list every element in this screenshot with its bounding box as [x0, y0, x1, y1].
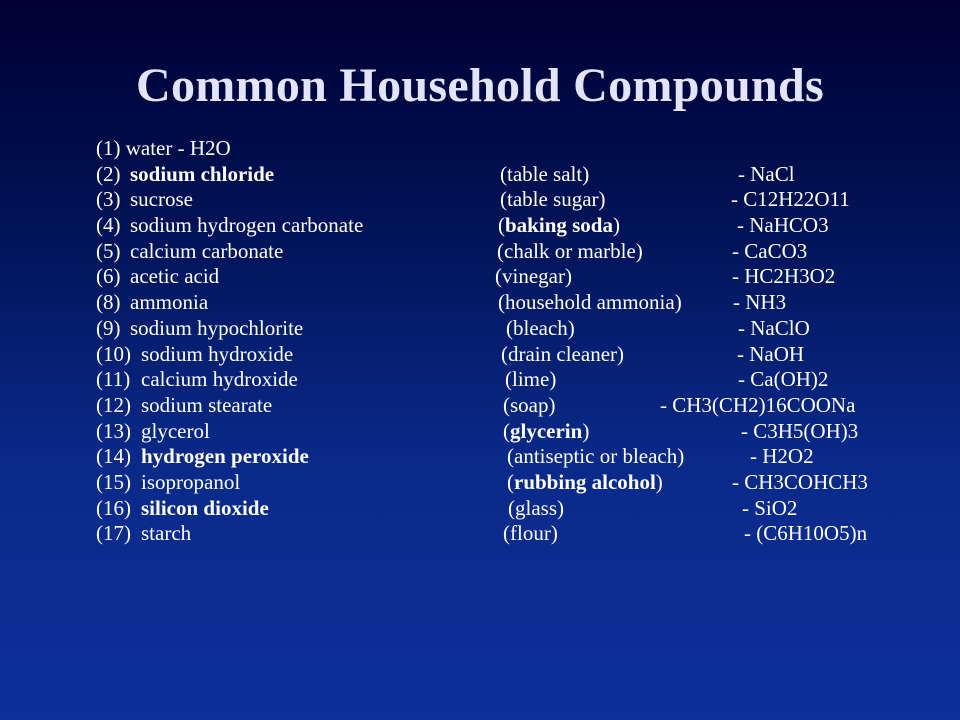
- common-name: (glass): [508, 495, 564, 520]
- formula: - Ca(OH)2: [738, 367, 829, 392]
- common-name-bold: glycerin: [510, 418, 583, 443]
- common-name: (soap): [503, 392, 556, 417]
- compound-name: calcium carbonate: [130, 238, 284, 263]
- paren-close: ): [582, 418, 590, 443]
- row-number: (2): [96, 161, 121, 186]
- row-number: (6): [96, 264, 121, 289]
- formula: - NaOH: [737, 341, 805, 366]
- common-name: (table salt): [500, 161, 590, 186]
- common-name: (bleach): [506, 315, 575, 340]
- row-number: (3): [96, 187, 121, 212]
- compound-row-5: [0, 239, 960, 265]
- formula: - CH3COHCH3: [732, 469, 868, 494]
- common-name: [498, 213, 620, 239]
- compound-list: [0, 136, 960, 547]
- compound-name: hydrogen peroxide: [141, 444, 309, 469]
- common-name: (vinegar): [495, 264, 572, 289]
- compound-row-3: [0, 187, 960, 213]
- compound-name: sodium hydroxide: [141, 341, 294, 366]
- common-name: (antiseptic or bleach): [507, 444, 685, 469]
- row-number: (15): [96, 469, 131, 494]
- formula: - SiO2: [742, 495, 798, 520]
- compound-row-16: [0, 521, 960, 547]
- compound-row-10: [0, 367, 960, 393]
- compound-name: sodium hypochlorite: [130, 315, 304, 340]
- compound-row-4: [0, 213, 960, 239]
- common-name: (lime): [505, 367, 557, 392]
- formula: - CH3(CH2)16COONa: [660, 392, 856, 417]
- row-number: (17): [96, 521, 131, 546]
- formula: - HC2H3O2: [732, 264, 836, 289]
- common-name: (table sugar): [500, 187, 606, 212]
- compound-name: silicon dioxide: [141, 495, 269, 520]
- row-number: (16): [96, 495, 131, 520]
- compound-row-15: [0, 496, 960, 522]
- compound-row-8: [0, 316, 960, 342]
- common-name: (flour): [503, 521, 558, 546]
- paren-close: ): [655, 469, 663, 494]
- common-name: [503, 419, 589, 445]
- compound-row-9: [0, 342, 960, 368]
- row-number: (11): [96, 367, 131, 392]
- row-number: (10): [96, 341, 131, 366]
- compound-name: starch: [141, 521, 192, 546]
- compound-name: glycerol: [141, 418, 210, 443]
- compound-name: isopropanol: [141, 469, 241, 494]
- common-name: (household ammonia): [498, 290, 682, 315]
- compound-row-13: [0, 444, 960, 470]
- compound-row-7: [0, 290, 960, 316]
- paren-close: ): [612, 213, 620, 238]
- compound-row-11: [0, 393, 960, 419]
- compound-name: calcium hydroxide: [141, 367, 298, 392]
- compound-row-1: [0, 136, 960, 162]
- compound-row-14: [0, 470, 960, 496]
- row-number: (5): [96, 238, 121, 263]
- formula: - CaCO3: [732, 238, 808, 263]
- formula: - C3H5(OH)3: [741, 418, 859, 443]
- formula: - (C6H10O5)n: [744, 521, 868, 546]
- row-number: (13): [96, 418, 131, 443]
- common-name: (drain cleaner): [501, 341, 624, 366]
- row-number: (8): [96, 290, 121, 315]
- formula: - H2O2: [750, 444, 814, 469]
- compound-name: sodium chloride: [130, 161, 275, 186]
- row-number: (14): [96, 444, 131, 469]
- row-number: (12): [96, 392, 131, 417]
- compound-row-6: [0, 264, 960, 290]
- formula: - NH3: [733, 290, 787, 315]
- paren-open: (: [498, 213, 505, 238]
- compound-name: ammonia: [130, 290, 209, 315]
- formula: - C12H22O11: [731, 187, 850, 212]
- compound-row-12: [0, 419, 960, 445]
- common-name: (chalk or marble): [497, 238, 643, 263]
- compound-name: sucrose: [130, 187, 193, 212]
- paren-open: (: [503, 418, 510, 443]
- row-number: (4): [96, 213, 121, 238]
- compound-name: acetic acid: [130, 264, 220, 289]
- row-number: (9): [96, 315, 121, 340]
- formula: - NaCl: [738, 161, 795, 186]
- compound-row-2: [0, 162, 960, 188]
- paren-open: (: [507, 469, 514, 494]
- common-name-bold: baking soda: [505, 213, 613, 238]
- slide-title: Common Household Compounds: [136, 59, 824, 112]
- formula: - NaHCO3: [737, 213, 829, 238]
- compound-name: sodium hydrogen carbonate: [130, 213, 364, 238]
- compound-name: sodium stearate: [141, 392, 273, 417]
- formula: - NaClO: [738, 315, 810, 340]
- row-number: (1) water - H2O: [96, 136, 231, 160]
- common-name: [507, 470, 663, 496]
- common-name-bold: rubbing alcohol: [514, 469, 656, 494]
